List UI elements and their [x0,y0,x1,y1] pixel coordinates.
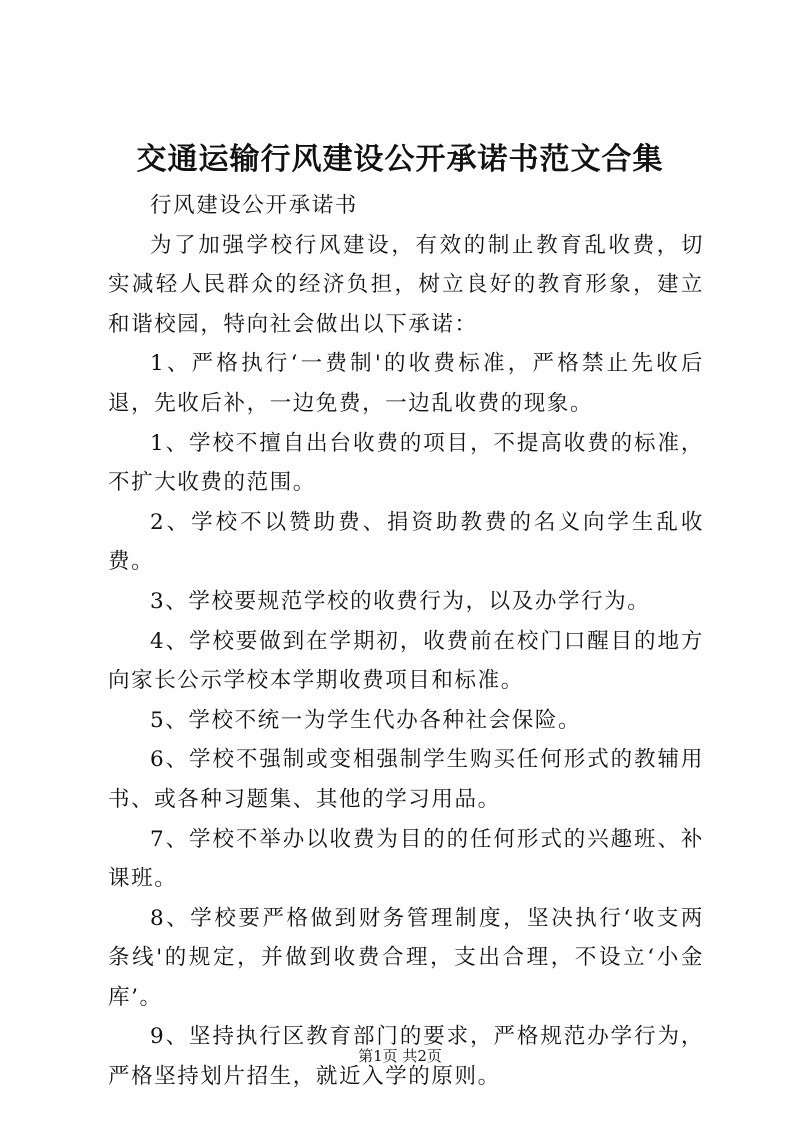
paragraph-item: 1、严格执行‘一费制'的收费标准，严格禁止先收后退，先收后补，一边免费，一边乱收费的现象。 [108,351,704,416]
paragraph-item: 2、学校不以赞助费、捐资助教费的名义向学生乱收费。 [108,509,704,575]
paragraph-item: 6、学校不强制或变相强制学生购买任何形式的教辅用书、或各种习题集、其他的学习用品。 [108,747,704,812]
page-number-footer: 第1页 共2页 [358,1047,442,1065]
document-body [108,186,704,1097]
paragraph-subtitle: 行风建设公开承诺书 [150,193,358,218]
paragraph-item: 1、学校不擅自出台收费的项目，不提高收费的标准，不扩大收费的范围。 [108,430,704,496]
paragraph-item: 8、学校要严格做到财务管理制度，坚决执行‘收支两条线'的规定，并做到收费合理，支出合理，不设立‘小金库’。 [108,905,704,1010]
paragraph-item: 9、坚持执行区教育部门的要求，严格规范办学行为，严格坚持划片招生，就近入学的原则。 [108,1024,704,1090]
document-title: 交通运输行风建设公开承诺书范文合集 [136,142,664,177]
paragraph-item: 7、学校不举办以收费为目的的任何形式的兴趣班、补课班。 [108,826,704,892]
paragraph-intro: 为了加强学校行风建设，有效的制止教育乱收费，切实减轻人民群众的经济负担，树立良好的教育形象，建立和谐校园，特向社会做出以下承诺： [108,232,704,337]
paragraph-item: 3、学校要规范学校的收费行为，以及办学行为。 [150,588,651,614]
paragraph-item: 4、学校要做到在学期初，收费前在校门口醒目的地方向家长公示学校本学期收费项目和标准。 [108,628,704,694]
paragraph-item: 5、学校不统一为学生代办各种社会保险。 [150,707,582,733]
